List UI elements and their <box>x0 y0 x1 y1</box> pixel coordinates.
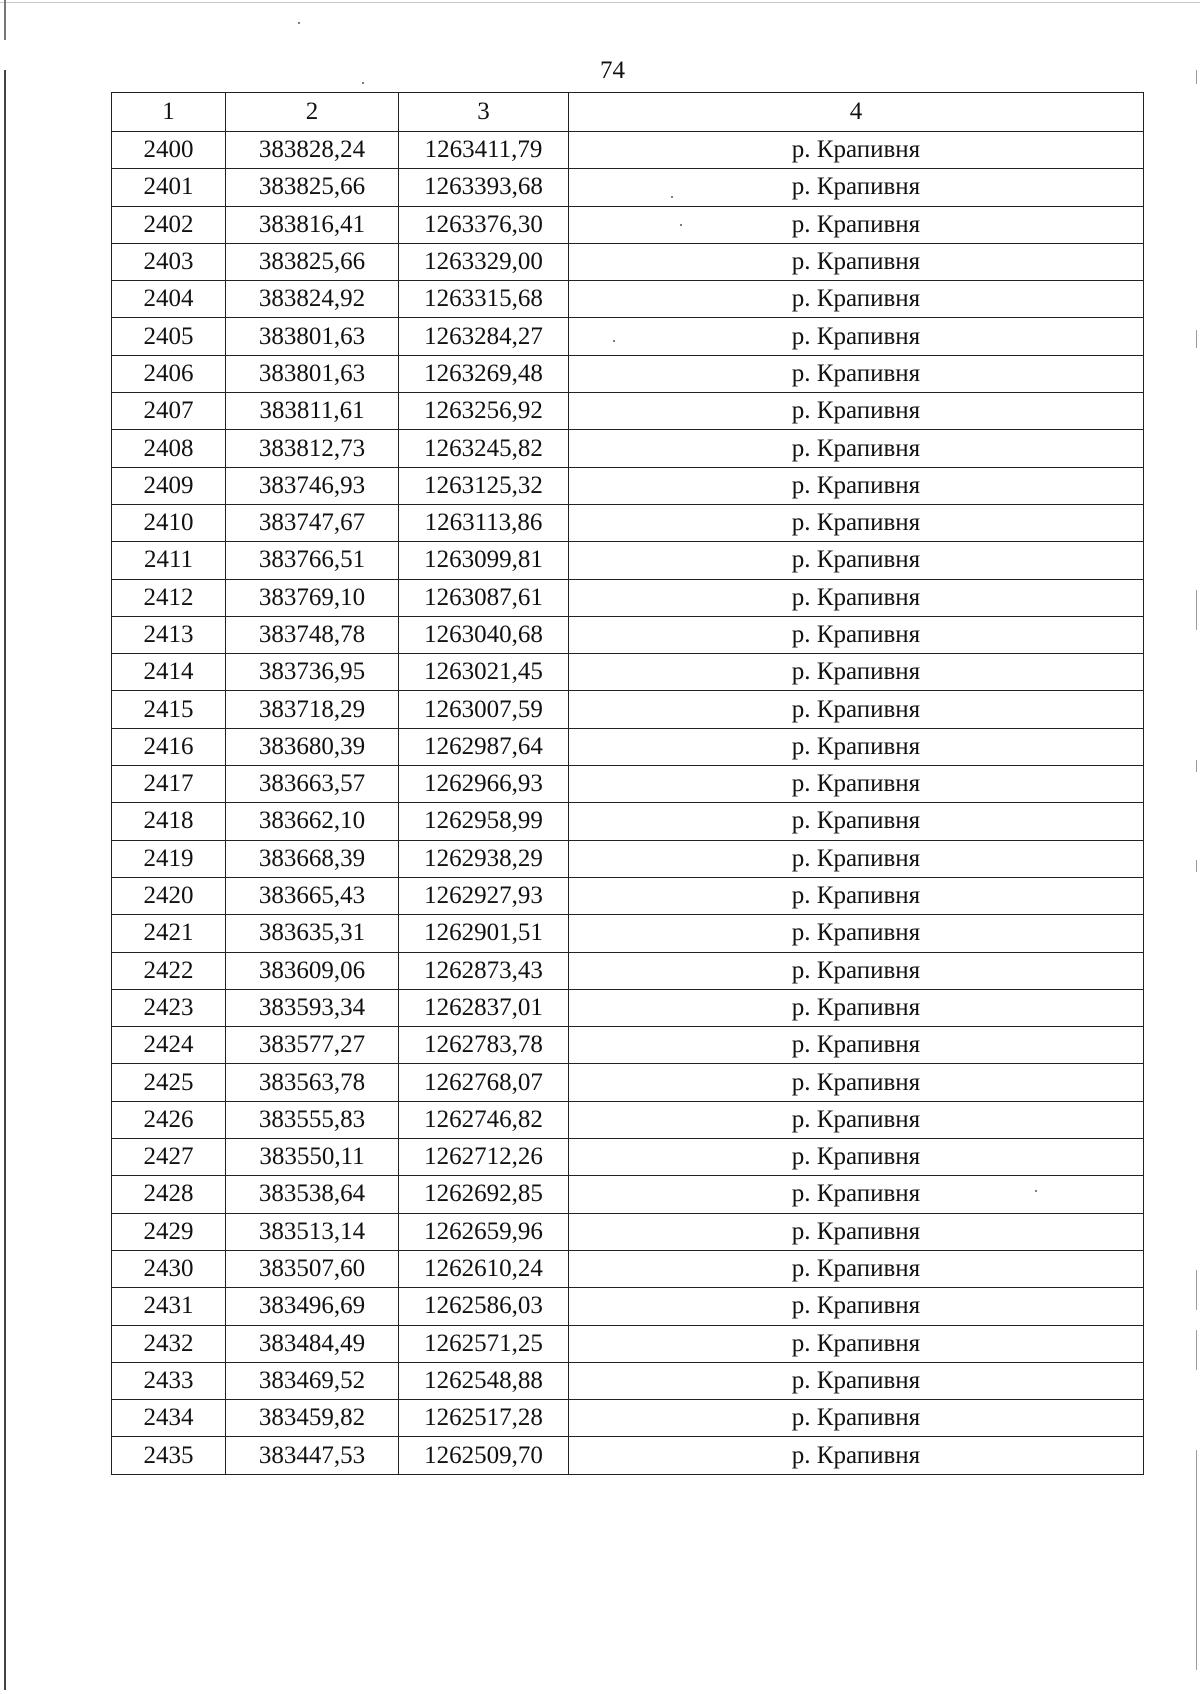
x-coordinate-cell: 383513,14 <box>226 1213 399 1250</box>
y-coordinate-cell: 1263099,81 <box>399 542 569 579</box>
y-coordinate-cell: 1263245,82 <box>399 430 569 467</box>
y-coordinate-cell: 1263040,68 <box>399 616 569 653</box>
y-coordinate-cell: 1262873,43 <box>399 952 569 989</box>
x-coordinate-cell: 383825,66 <box>226 243 399 280</box>
scan-mark <box>1196 760 1197 772</box>
x-coordinate-cell: 383828,24 <box>226 132 399 169</box>
x-coordinate-cell: 383665,43 <box>226 877 399 914</box>
y-coordinate-cell: 1263393,68 <box>399 169 569 206</box>
description-cell: р. Крапивня <box>569 1139 1144 1176</box>
y-coordinate-cell: 1262746,82 <box>399 1101 569 1138</box>
table-row <box>112 1101 1144 1138</box>
x-coordinate-cell: 383825,66 <box>226 169 399 206</box>
description-cell: р. Крапивня <box>569 915 1144 952</box>
table-row <box>112 691 1144 728</box>
y-coordinate-cell: 1262927,93 <box>399 877 569 914</box>
scan-mark <box>1196 1330 1197 1370</box>
y-coordinate-cell: 1262610,24 <box>399 1250 569 1287</box>
point-number-cell: 2423 <box>112 989 226 1026</box>
description-cell: р. Крапивня <box>569 877 1144 914</box>
x-coordinate-cell: 383668,39 <box>226 840 399 877</box>
point-number-cell: 2401 <box>112 169 226 206</box>
table-row <box>112 206 1144 243</box>
x-coordinate-cell: 383507,60 <box>226 1250 399 1287</box>
x-coordinate-cell: 383447,53 <box>226 1437 399 1474</box>
point-number-cell: 2400 <box>112 132 226 169</box>
table-row <box>112 1437 1144 1474</box>
y-coordinate-cell: 1263269,48 <box>399 355 569 392</box>
point-number-cell: 2427 <box>112 1139 226 1176</box>
table-row <box>112 579 1144 616</box>
table-row <box>112 1250 1144 1287</box>
table-body <box>112 132 1144 1475</box>
y-coordinate-cell: 1262712,26 <box>399 1139 569 1176</box>
x-coordinate-cell: 383563,78 <box>226 1064 399 1101</box>
point-number-cell: 2429 <box>112 1213 226 1250</box>
description-cell: р. Крапивня <box>569 243 1144 280</box>
description-cell: р. Крапивня <box>569 467 1144 504</box>
description-cell: р. Крапивня <box>569 355 1144 392</box>
table-header-row <box>112 93 1144 132</box>
description-cell: р. Крапивня <box>569 1176 1144 1213</box>
point-number-cell: 2421 <box>112 915 226 952</box>
point-number-cell: 2426 <box>112 1101 226 1138</box>
description-cell: р. Крапивня <box>569 616 1144 653</box>
point-number-cell: 2412 <box>112 579 226 616</box>
x-coordinate-cell: 383812,73 <box>226 430 399 467</box>
description-cell: р. Крапивня <box>569 504 1144 541</box>
table-row <box>112 616 1144 653</box>
point-number-cell: 2435 <box>112 1437 226 1474</box>
x-coordinate-cell: 383662,10 <box>226 803 399 840</box>
point-number-cell: 2414 <box>112 654 226 691</box>
x-coordinate-cell: 383635,31 <box>226 915 399 952</box>
x-coordinate-cell: 383484,49 <box>226 1325 399 1362</box>
y-coordinate-cell: 1262517,28 <box>399 1400 569 1437</box>
table-row <box>112 1176 1144 1213</box>
point-number-cell: 2417 <box>112 766 226 803</box>
table-row <box>112 1027 1144 1064</box>
description-cell: р. Крапивня <box>569 430 1144 467</box>
description-cell: р. Крапивня <box>569 1400 1144 1437</box>
scan-mark <box>1196 1270 1197 1310</box>
point-number-cell: 2433 <box>112 1362 226 1399</box>
description-cell: р. Крапивня <box>569 654 1144 691</box>
x-coordinate-cell: 383746,93 <box>226 467 399 504</box>
point-number-cell: 2406 <box>112 355 226 392</box>
scan-edge-left-top <box>4 0 6 40</box>
description-cell: р. Крапивня <box>569 1101 1144 1138</box>
description-cell: р. Крапивня <box>569 1213 1144 1250</box>
table-row <box>112 1213 1144 1250</box>
y-coordinate-cell: 1262783,78 <box>399 1027 569 1064</box>
point-number-cell: 2419 <box>112 840 226 877</box>
point-number-cell: 2402 <box>112 206 226 243</box>
x-coordinate-cell: 383801,63 <box>226 355 399 392</box>
table-row <box>112 1400 1144 1437</box>
scan-speck <box>298 22 300 24</box>
table-row <box>112 952 1144 989</box>
table-row <box>112 1362 1144 1399</box>
point-number-cell: 2432 <box>112 1325 226 1362</box>
x-coordinate-cell: 383718,29 <box>226 691 399 728</box>
description-cell: р. Крапивня <box>569 169 1144 206</box>
point-number-cell: 2411 <box>112 542 226 579</box>
x-coordinate-cell: 383801,63 <box>226 318 399 355</box>
description-cell: р. Крапивня <box>569 318 1144 355</box>
description-cell: р. Крапивня <box>569 281 1144 318</box>
description-cell: р. Крапивня <box>569 989 1144 1026</box>
x-coordinate-cell: 383663,57 <box>226 766 399 803</box>
table-row <box>112 654 1144 691</box>
description-cell: р. Крапивня <box>569 766 1144 803</box>
table-row <box>112 318 1144 355</box>
table-row <box>112 728 1144 765</box>
point-number-cell: 2430 <box>112 1250 226 1287</box>
point-number-cell: 2415 <box>112 691 226 728</box>
scan-mark <box>1196 590 1197 630</box>
table-row <box>112 169 1144 206</box>
x-coordinate-cell: 383769,10 <box>226 579 399 616</box>
description-cell: р. Крапивня <box>569 1325 1144 1362</box>
table-row <box>112 467 1144 504</box>
point-number-cell: 2416 <box>112 728 226 765</box>
x-coordinate-cell: 383459,82 <box>226 1400 399 1437</box>
page-number: 74 <box>600 57 625 84</box>
x-coordinate-cell: 383816,41 <box>226 206 399 243</box>
table-row <box>112 989 1144 1026</box>
description-cell: р. Крапивня <box>569 132 1144 169</box>
table-row <box>112 355 1144 392</box>
description-cell: р. Крапивня <box>569 1437 1144 1474</box>
x-coordinate-cell: 383609,06 <box>226 952 399 989</box>
point-number-cell: 2413 <box>112 616 226 653</box>
scan-speck <box>362 82 364 84</box>
x-coordinate-cell: 383766,51 <box>226 542 399 579</box>
description-cell: р. Крапивня <box>569 1362 1144 1399</box>
point-number-cell: 2431 <box>112 1288 226 1325</box>
table-row <box>112 877 1144 914</box>
scan-mark <box>1196 330 1197 348</box>
point-number-cell: 2422 <box>112 952 226 989</box>
x-coordinate-cell: 383593,34 <box>226 989 399 1026</box>
description-cell: р. Крапивня <box>569 206 1144 243</box>
point-number-cell: 2403 <box>112 243 226 280</box>
scan-mark <box>1196 70 1197 84</box>
y-coordinate-cell: 1262659,96 <box>399 1213 569 1250</box>
table-row <box>112 393 1144 430</box>
description-cell: р. Крапивня <box>569 579 1144 616</box>
description-cell: р. Крапивня <box>569 1064 1144 1101</box>
description-cell: р. Крапивня <box>569 691 1144 728</box>
y-coordinate-cell: 1263376,30 <box>399 206 569 243</box>
point-number-cell: 2418 <box>112 803 226 840</box>
y-coordinate-cell: 1262958,99 <box>399 803 569 840</box>
description-cell: р. Крапивня <box>569 840 1144 877</box>
x-coordinate-cell: 383538,64 <box>226 1176 399 1213</box>
y-coordinate-cell: 1263113,86 <box>399 504 569 541</box>
x-coordinate-cell: 383824,92 <box>226 281 399 318</box>
y-coordinate-cell: 1262692,85 <box>399 1176 569 1213</box>
scan-mark <box>1196 1450 1197 1670</box>
table-row <box>112 243 1144 280</box>
scan-mark <box>1196 860 1197 872</box>
table-row <box>112 915 1144 952</box>
description-cell: р. Крапивня <box>569 1027 1144 1064</box>
y-coordinate-cell: 1263256,92 <box>399 393 569 430</box>
y-coordinate-cell: 1262966,93 <box>399 766 569 803</box>
table-row <box>112 504 1144 541</box>
x-coordinate-cell: 383736,95 <box>226 654 399 691</box>
column-header: 4 <box>569 93 1144 132</box>
table-row <box>112 1325 1144 1362</box>
y-coordinate-cell: 1262509,70 <box>399 1437 569 1474</box>
x-coordinate-cell: 383496,69 <box>226 1288 399 1325</box>
table-row <box>112 281 1144 318</box>
description-cell: р. Крапивня <box>569 542 1144 579</box>
x-coordinate-cell: 383680,39 <box>226 728 399 765</box>
y-coordinate-cell: 1262548,88 <box>399 1362 569 1399</box>
description-cell: р. Крапивня <box>569 952 1144 989</box>
y-coordinate-cell: 1262571,25 <box>399 1325 569 1362</box>
table-row <box>112 1064 1144 1101</box>
point-number-cell: 2404 <box>112 281 226 318</box>
point-number-cell: 2434 <box>112 1400 226 1437</box>
x-coordinate-cell: 383555,83 <box>226 1101 399 1138</box>
point-number-cell: 2409 <box>112 467 226 504</box>
x-coordinate-cell: 383469,52 <box>226 1362 399 1399</box>
description-cell: р. Крапивня <box>569 393 1144 430</box>
description-cell: р. Крапивня <box>569 803 1144 840</box>
y-coordinate-cell: 1263125,32 <box>399 467 569 504</box>
point-number-cell: 2407 <box>112 393 226 430</box>
x-coordinate-cell: 383747,67 <box>226 504 399 541</box>
coordinates-table <box>111 92 1144 1475</box>
y-coordinate-cell: 1263007,59 <box>399 691 569 728</box>
x-coordinate-cell: 383748,78 <box>226 616 399 653</box>
column-header: 1 <box>112 93 226 132</box>
y-coordinate-cell: 1263329,00 <box>399 243 569 280</box>
description-cell: р. Крапивня <box>569 728 1144 765</box>
point-number-cell: 2410 <box>112 504 226 541</box>
y-coordinate-cell: 1263411,79 <box>399 132 569 169</box>
y-coordinate-cell: 1262901,51 <box>399 915 569 952</box>
point-number-cell: 2424 <box>112 1027 226 1064</box>
y-coordinate-cell: 1262586,03 <box>399 1288 569 1325</box>
point-number-cell: 2420 <box>112 877 226 914</box>
table-row <box>112 766 1144 803</box>
column-header: 3 <box>399 93 569 132</box>
table-row <box>112 803 1144 840</box>
y-coordinate-cell: 1263284,27 <box>399 318 569 355</box>
point-number-cell: 2408 <box>112 430 226 467</box>
description-cell: р. Крапивня <box>569 1250 1144 1287</box>
y-coordinate-cell: 1262938,29 <box>399 840 569 877</box>
y-coordinate-cell: 1263087,61 <box>399 579 569 616</box>
table-row <box>112 542 1144 579</box>
x-coordinate-cell: 383550,11 <box>226 1139 399 1176</box>
y-coordinate-cell: 1262987,64 <box>399 728 569 765</box>
y-coordinate-cell: 1262837,01 <box>399 989 569 1026</box>
table-row <box>112 1139 1144 1176</box>
y-coordinate-cell: 1263021,45 <box>399 654 569 691</box>
table-row <box>112 430 1144 467</box>
x-coordinate-cell: 383577,27 <box>226 1027 399 1064</box>
column-header: 2 <box>226 93 399 132</box>
table-row <box>112 1288 1144 1325</box>
scan-edge-left <box>4 70 6 1690</box>
description-cell: р. Крапивня <box>569 1288 1144 1325</box>
point-number-cell: 2428 <box>112 1176 226 1213</box>
scan-edge-top <box>0 2 1200 3</box>
y-coordinate-cell: 1262768,07 <box>399 1064 569 1101</box>
point-number-cell: 2425 <box>112 1064 226 1101</box>
point-number-cell: 2405 <box>112 318 226 355</box>
x-coordinate-cell: 383811,61 <box>226 393 399 430</box>
table-row <box>112 132 1144 169</box>
y-coordinate-cell: 1263315,68 <box>399 281 569 318</box>
table-row <box>112 840 1144 877</box>
